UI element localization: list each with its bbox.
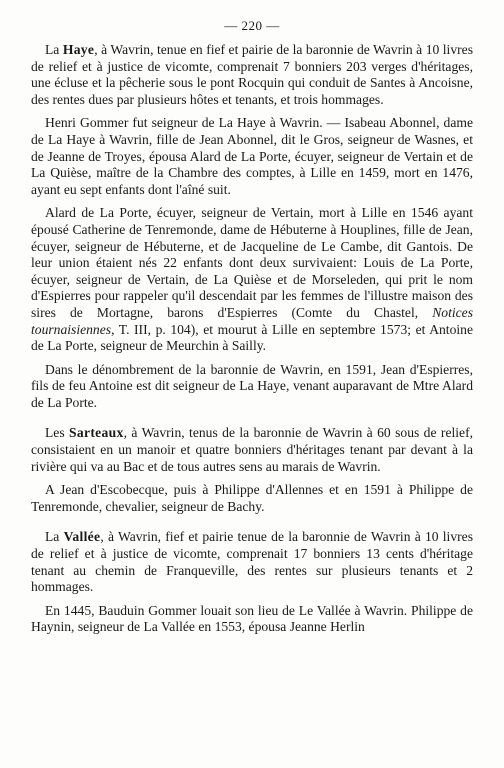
page-body [31, 42, 473, 643]
paragraph-alard-de-la-porte [31, 205, 473, 354]
paragraph-text: , T. III, p. 104), et mourut à Lille en septembre 1573; et Antoine de La Porte, seigneur de Meurchin à Sailly. [31, 321, 473, 354]
paragraph-lead: La [45, 529, 64, 545]
paragraph-text: Alard de La Porte, écuyer, seigneur de Vertain, mort à Lille en 1546 ayant épousé Catherine de Tenremonde, dame de Hébuterne à Houplines, fille de Jean, écuyer, seigneur de Hébuterne, et de Jacqueline de Le Cambe, dit Gantois. De leur union étaient nés 22 enfants dont deux survivaient: Louis de La Porte, écuyer, seigneur de Vertain, de La Quièse et de Morseleden, qui prit le nom d'Espierres pour rappeler qu'il descendait par les femmes de l'illustre maison des sires de Mortagne, barons d'Espierres (Comte du Chastel, [31, 205, 473, 320]
paragraph-les-sarteaux [31, 425, 473, 475]
paragraph-bauduin-gommer: En 1445, Bauduin Gommer louait son lieu de Le Vallée à Wavrin. Philippe de Haynin, seigneur de La Vallée en 1553, épousa Jeanne Herlin [31, 602, 473, 635]
paragraph-la-vallee [31, 529, 473, 595]
keyword-la-haye: Haye [62, 42, 95, 57]
keyword-sarteaux: Sarteaux [69, 425, 124, 441]
paragraph-text: , à Wavrin, tenus de la baronnie de Wavrin à 60 sous de relief, consistaient en un manoir et quatre bonniers d'héritages tenant par devant à la rivière qui va au Bac et de tous autres sens au marais de Wavrin. [31, 425, 473, 474]
paragraph-la-haye [31, 42, 473, 108]
paragraph-lead: Les [45, 425, 70, 441]
page-number: — 220 — [224, 18, 280, 33]
italic-title: Notices tournaisiennes [31, 304, 473, 337]
paragraph-text: , à Wavrin, tenue en fief et pairie de la baronnie de Wavrin à 10 livres de relief et à justice de vicomte, comprenait 7 bonniers 203 verges d'héritages, une écluse et la pêcherie sous le pont Rocquin qui conduit de Santes à Ancoisne, des rentes dues par plusieurs hôtes et tenants, et trois hommages. [31, 42, 473, 107]
paragraph-escobecque: A Jean d'Escobecque, puis à Philippe d'Allennes et en 1591 à Philippe de Tenremonde, chevalier, seigneur de Bachy. [31, 482, 473, 514]
paragraph-henri-gommer: Henri Gommer fut seigneur de La Haye à Wavrin. — Isabeau Abonnel, dame de La Haye à Wavrin, fille de Jean Abonnel, dit le Gros, seigneur de Wasnes, et de Jeanne de Troyes, épousa Alard de La Porte, écuyer, seigneur de Vertain et de La Quièse, maître de la Chambre des comptes, à Lille en 1459, mort en 1476, ayant eu sept enfants dont l'aîné suit. [31, 115, 473, 197]
paragraph-lead: La [45, 42, 63, 57]
paragraph-text: , à Wavrin, fief et pairie tenue de la baronnie de Wavrin à 10 livres de relief et à justice de vicomte, comprenait 17 bonniers 13 cents d'héritage tenant au chemin de Franqueville, des rentes sur plusieurs tenants et 2 hommages. [31, 529, 473, 595]
keyword-vallee: Vallée [63, 529, 101, 545]
paragraph-denombrement: Dans le dénombrement de la baronnie de Wavrin, en 1591, Jean d'Espierres, fils de feu Antoine est dit seigneur de La Haye, venant auparavant de Mtre Alard de La Porte. [31, 361, 473, 410]
